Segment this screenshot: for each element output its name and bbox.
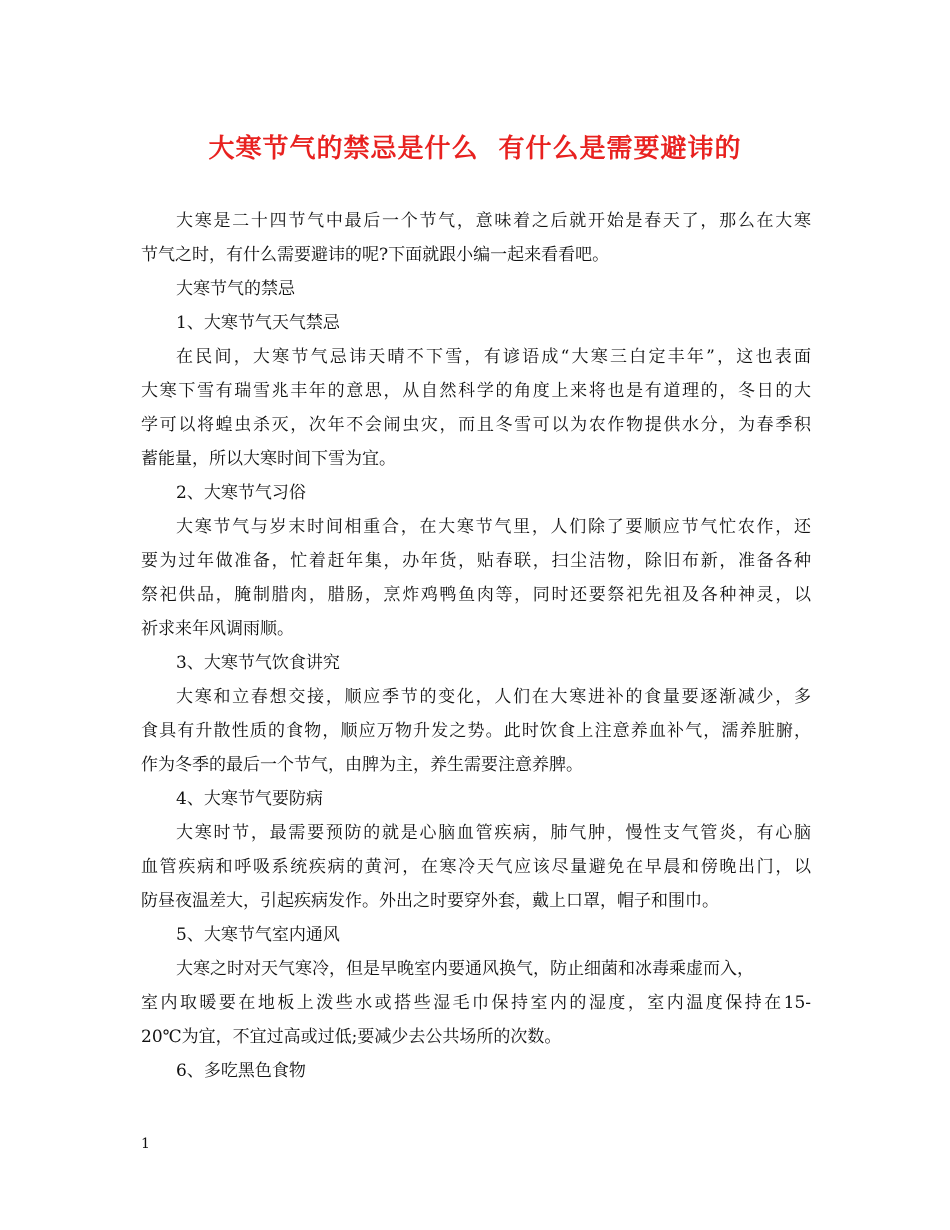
- section-heading: 2、大寒节气习俗: [176, 483, 306, 503]
- body-line: 祭祀供品，腌制腊肉，腊肠，烹炸鸡鸭鱼肉等，同时还要祭祀先祖及各种神灵，以: [141, 585, 811, 605]
- section-heading: 3、大寒节气饮食讲究: [176, 653, 340, 673]
- body-line: 防昼夜温差大，引起疾病发作。外出之时要穿外套，戴上口罩，帽子和围巾。: [141, 891, 719, 911]
- body-line: 血管疾病和呼吸系统疾病的黄河，在寒冷天气应该尽量避免在早晨和傍晚出门，以: [141, 857, 811, 877]
- document-title: 大寒节气的禁忌是什么 有什么是需要避讳的: [208, 134, 742, 164]
- body-line: 学可以将蝗虫杀灭，次年不会闹虫灾，而且冬雪可以为农作物提供水分，为春季积: [141, 415, 811, 435]
- section-heading: 6、多吃黑色食物: [176, 1061, 306, 1081]
- body-line: 20℃为宜，不宜过高或过低;要减少去公共场所的次数。: [141, 1027, 562, 1047]
- body-line: 要为过年做准备，忙着赶年集，办年货，贴春联，扫尘洁物，除旧布新，准备各种: [141, 551, 811, 571]
- body-line: 大寒和立春想交接，顺应季节的变化，人们在大寒进补的食量要逐渐减少，多: [176, 687, 811, 707]
- body-line: 祈求来年风调雨顺。: [141, 619, 294, 639]
- section-heading: 4、大寒节气要防病: [176, 789, 323, 809]
- body-line: 大寒是二十四节气中最后一个节气，意味着之后就开始是春天了，那么在大寒: [176, 211, 811, 231]
- body-line: 食具有升散性质的食物，顺应万物升发之势。此时饮食上注意养血补气，濡养脏腑，: [141, 721, 811, 741]
- body-line: 在民间，大寒节气忌讳天晴不下雪，有谚语成“大寒三白定丰年”，这也表面: [176, 347, 811, 367]
- body-line: 节气之时，有什么需要避讳的呢?下面就跟小编一起来看看吧。: [141, 245, 610, 265]
- body-line: 蓄能量，所以大寒时间下雪为宜。: [141, 449, 396, 469]
- body-line: 大寒下雪有瑞雪兆丰年的意思，从自然科学的角度上来将也是有道理的，冬日的大: [141, 381, 811, 401]
- body-line: 作为冬季的最后一个节气，由脾为主，养生需要注意养脾。: [141, 755, 583, 775]
- body-line: 大寒节气与岁末时间相重合，在大寒节气里，人们除了要顺应节气忙农作，还: [176, 517, 811, 537]
- page-number: 1: [141, 1136, 150, 1152]
- body-line: 大寒时节，最需要预防的就是心脑血管疾病，肺气肿，慢性支气管炎，有心脑: [176, 823, 811, 843]
- section-heading: 大寒节气的禁忌: [176, 279, 295, 299]
- body-line: 室内取暖要在地板上泼些水或搭些湿毛巾保持室内的湿度，室内温度保持在15-: [141, 993, 811, 1013]
- section-heading: 1、大寒节气天气禁忌: [176, 313, 340, 333]
- document-body: [141, 204, 811, 1088]
- body-line: 大寒之时对天气寒冷，但是早晚室内要通风换气，防止细菌和冰毒乘虚而入，: [176, 959, 754, 979]
- section-heading: 5、大寒节气室内通风: [176, 925, 340, 945]
